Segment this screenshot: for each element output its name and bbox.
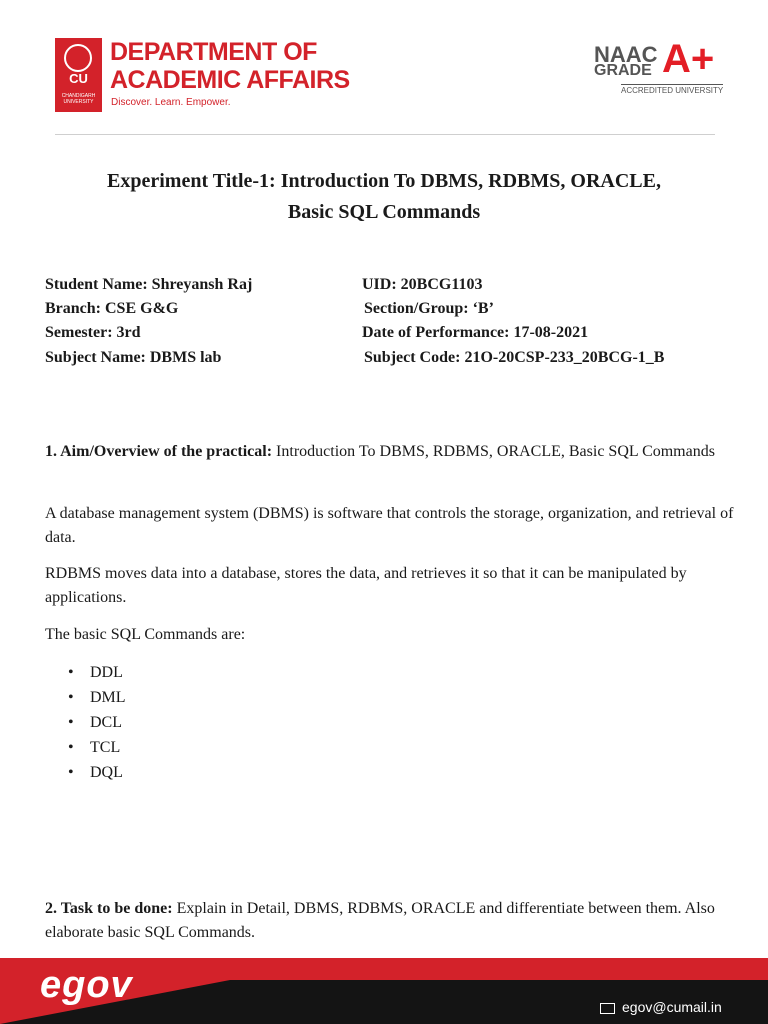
tagline: Discover. Learn. Empower.: [111, 97, 231, 108]
egov-logo: egov: [40, 964, 133, 1006]
section-group: Section/Group: ‘B’: [364, 300, 494, 317]
list-item: • TCL: [68, 735, 126, 760]
naac-grade-label: GRADE: [594, 62, 652, 79]
naac-grade-value: A+: [662, 37, 715, 81]
experiment-title-line2: Basic SQL Commands: [287, 201, 481, 223]
sql-commands-list: [68, 660, 126, 785]
list-item: • DCL: [68, 710, 126, 735]
task-text: Explain in Detail, DBMS, RDBMS, ORACLE and differentiate between them. Also elaborate basic SQL Commands.: [45, 900, 715, 941]
naac-accredited: ACCREDITED UNIVERSITY: [621, 86, 724, 95]
aim-paragraph: [45, 440, 735, 464]
branch: Branch: CSE G&G: [45, 300, 179, 317]
seal-icon: [64, 44, 92, 72]
rdbms-paragraph: RDBMS moves data into a database, stores the data, and retrieves it so that it can be manipulated by applications.: [45, 565, 687, 606]
student-name: Student Name: Shreyansh Raj: [45, 276, 253, 293]
list-item: • DML: [68, 685, 126, 710]
semester: Semester: 3rd: [45, 324, 141, 341]
dept-title-line1: DEPARTMENT OF: [110, 38, 317, 66]
date-of-performance: Date of Performance: 17-08-2021: [362, 324, 589, 341]
logo-abbrev: CU: [69, 71, 88, 86]
experiment-title-line1: Experiment Title-1: Introduction To DBMS, RDBMS, ORACLE,: [107, 170, 661, 192]
aim-heading: 1. Aim/Overview of the practical:: [45, 443, 273, 460]
naac-label: NAAC: [594, 42, 658, 67]
aim-text: Introduction To DBMS, RDBMS, ORACLE, Basic SQL Commands: [272, 443, 715, 460]
dbms-paragraph: A database management system (DBMS) is software that controls the storage, organization, and retrieval of data.: [45, 505, 734, 546]
logo-small-text: CHANDIGARH UNIVERSITY: [61, 93, 96, 105]
uid: UID: 20BCG1103: [362, 276, 483, 293]
mail-icon: [600, 1003, 615, 1014]
task-paragraph: [45, 897, 735, 945]
dept-title-line2: ACADEMIC AFFAIRS: [110, 66, 350, 94]
header-divider: [55, 134, 715, 135]
subject-code: Subject Code: 21O-20CSP-233_20BCG-1_B: [364, 349, 665, 366]
list-item: • DQL: [68, 760, 126, 785]
university-logo: [55, 38, 102, 112]
sql-intro: The basic SQL Commands are:: [45, 626, 246, 643]
footer-email[interactable]: egov@cumail.in: [622, 999, 722, 1015]
list-item: • DDL: [68, 660, 126, 685]
subject-name: Subject Name: DBMS lab: [45, 349, 222, 366]
task-heading: 2. Task to be done:: [45, 900, 173, 917]
